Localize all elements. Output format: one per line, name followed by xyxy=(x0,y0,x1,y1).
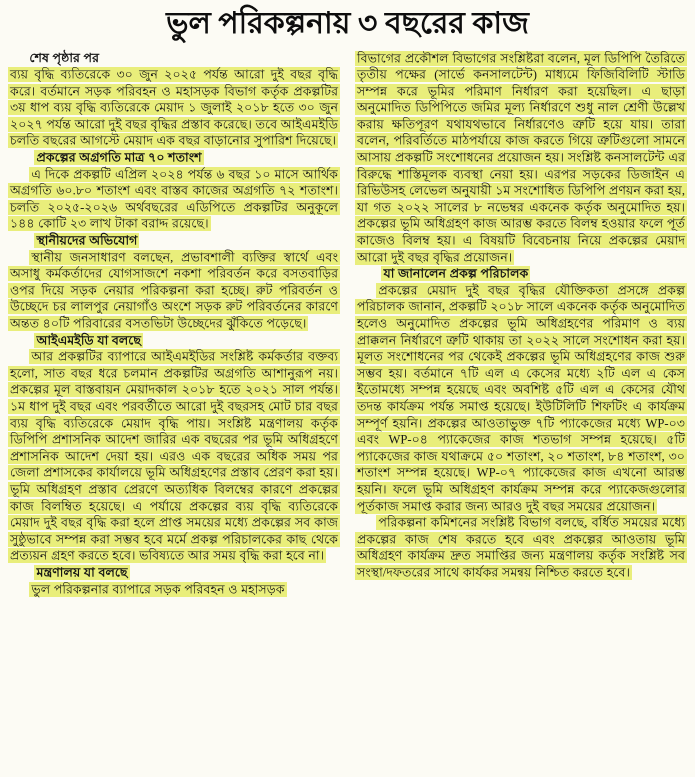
paragraph-text: পরিকল্পনা কমিশনের সংশ্লিষ্ট বিভাগ বলছে, বর্ধিত সময়ের মধ্যে প্রকল্পের কাজ শেষ করতে হবে এবং প্রকল্পের আওতায় ভূমি অধিগ্রহণ কার্যক্রম দ্রুত সমাপ্তির জন্য মন্ত্রণালয় কর্তৃক সংশ্লিষ্ট সব সংস্থা/দফতরের সাথে কার্যকর সমন্বয় নিশ্চিত করতে হবে। xyxy=(357,515,685,580)
subhead-text: প্রকল্পের অগ্রগতি মাত্র ৭০ শতাংশ xyxy=(36,150,202,165)
continuation-note-text: শেষ পৃষ্ঠার পর xyxy=(29,51,100,65)
section-subhead-locals-complaint xyxy=(8,233,340,250)
left-column xyxy=(8,50,340,598)
section-subhead-imed-says xyxy=(8,332,340,349)
paragraph-text: স্থানীয় জনসাধারণ বলছেন, প্রভাবশালী ব্যক্তির স্বার্থে এবং অসাধু কর্মকর্তাদের যোগসাজশে নকশা পরিবর্তন করে বসতবাড়ির ওপর দিয়ে সড়ক নেয়ার পরিকল্পনা করা হচ্ছে। রুট পরিবর্তন ও উচ্ছেদে চর লালপুর নেয়াগাঁও অংশে সড়ক রুট পরিবর্তনের কারণে অন্তত ৪০টি পরিবারের বসতভিটা উচ্ছেদের ঝুঁকিতে পড়েছে। xyxy=(10,250,338,331)
paragraph-text: প্রকল্পের মেয়াদ দুই বছর বৃদ্ধির যৌক্তিকতা প্রসঙ্গে প্রকল্প পরিচালক জানান, প্রকল্পটি ২০১৮ সালে একনেক কর্তৃক অনুমোদিত হলেও অনুমোদিত প্রকল্পের ভূমি অধিগ্রহণের পরিমাণ ও ব্যয় প্রাক্কলন নির্ধারণে ত্রুটি থাকায় তা ২০২২ সালে সংশোধন করা হয়। মূলত সংশোধনের পর থেকেই প্রকল্পের ভূমি অধিগ্রহণের কাজ শুরু সম্ভব হয়। বর্তমানে ৭টি এল এ কেসের মধ্যে ২টি এল এ কেস ইতোমধ্যে সম্পন্ন হয়েছে এবং অবশিষ্ট ৫টি এল এ কেসের যৌথ তদন্ত কার্যক্রম পর্যন্ত সমাপ্ত হয়েছে। ইউটিলিটি শিফটিং এ কার্যক্রম সম্পূর্ণ হয়নি। প্রকল্পের আওতাভুক্ত ৭টি প্যাকেজের মধ্যে WP-০৩ এবং WP-০৪ প্যাকেজের কাজ শতভাগ সম্পন্ন হয়েছে। ৫টি প্যাকেজের কাজ যথাক্রমে ৫০ শতাংশ, ২০ শতাংশ, ৮৪ শতাংশ, ৩০ শতাংশ সম্পন্ন হয়েছে। WP-০৭ প্যাকেজের কাজ এখনো আরম্ভ হয়নি। ফলে ভূমি অধিগ্রহণ কার্যক্রম সম্পন্ন করে প্যাকেজগুলোর পূর্তকাজ সমাপ্ত করার জন্য আরও দুই বছর সময়ের প্রয়োজন। xyxy=(357,283,685,514)
section-subhead-project-director xyxy=(355,266,687,283)
paragraph-text: বিভাগের প্রকৌশল বিভাগের সংশ্লিষ্টরা বলেন, মূল ডিপিপি তৈরিতে তৃতীয় পক্ষের (সার্ভে কনসালটেন্ট) মাধ্যমে ফিজিবিলিটি স্টাডি সম্পন্ন করে ভূমির পরিমাণ নির্ধারণ করা হয়েছিল। এ ছাড়া অনুমোদিত ডিপিপিতে জমির মূল্য নির্ধারণে শুধু নাল শ্রেণী উল্লেখ করায় ক্ষতিপূরণ যথাযথভাবে নির্ধারণেও ত্রুটি হয়ে যায়। তারা বলেন, পরিবর্তিতে মাঠপর্যায়ে কাজ করতে গিয়ে ত্রুটিগুলো সামনে আসায় প্রকল্পটি সংশোধনের প্রয়োজন হয়। সংশ্লিষ্ট কনসালটেন্ট এর বিরুদ্ধে শাস্তিমূলক ব্যবস্থা নেয়া হয়। এরপর সড়কের ডিজাইন এ রিভিউসহ লেভেল অনুযায়ী ১ম সংশোধিত ডিপিপি প্রণয়ন করা হয়, যা গত ২০২২ সালের ৮ নভেম্বর একনেক কর্তৃক অনুমোদিত হয়। প্রকল্পের ভূমি অধিগ্রহণ কাজ আরম্ভ করতে বিলম্ব হওয়ার ফলে পূর্ত কাজেও বিলম্ব হয়। এ বিষয়টি বিবেচনায় নিয়ে প্রকল্পের মেয়াদ আরো দুই বছর বৃদ্ধির প্রয়োজন। xyxy=(357,51,685,265)
paragraph-text: আর প্রকল্পটির ব্যাপারে আইএমইডির সংশ্লিষ্ট কর্মকর্তার বক্তব্য হলো, সাত বছর ধরে চলমান প্রকল্পটির অগ্রগতি আশানুরূপ নয়। প্রকল্পের মূল বাস্তবায়ন মেয়াদকাল ২০১৮ হতে ২০২১ সাল পর্যন্ত। ১ম ধাপ দুই বছর এবং পরবর্তীতে আরো দুই বছরসহ মোট চার বছর ব্যয় বৃদ্ধি ব্যতিরেকে মেয়াদ বৃদ্ধি পায়। সংশ্লিষ্ট মন্ত্রণালয় কর্তৃক ডিপিপি প্রশাসনিক আদেশ জারির এক বছরের পর ভূমি অধিগ্রহণে প্রশাসনিক আদেশ দেয়া হয়। এরও এক বছরের অধিক সময় পর জেলা প্রশাসকের কার্যালয়ে ভূমি অধিগ্রহণের প্রস্তাব প্রেরণ করা হয়। ভূমি অধিগ্রহণ প্রস্তাব প্রেরণে অত্যধিক বিলম্বের কারণে প্রকল্পের কাজ বিলম্বিত হয়েছে। এ পর্যায়ে প্রকল্পের ব্যয় বৃদ্ধি ব্যতিরেকে মেয়াদ দুই বছর বৃদ্ধি করা হলে প্রাপ্ত সময়ের মধ্যে প্রকল্পের সব কাজ সুষ্ঠুভাবে সম্পন্ন করা সম্ভব হবে মর্মে প্রকল্প পরিচালকের কাছ থেকে প্রত্যয়ন গ্রহণ করতে হবে। ভবিষ্যতে আর সময় বৃদ্ধি করা হবে না। xyxy=(10,349,338,563)
right-column xyxy=(355,50,687,581)
subhead-text: মন্ত্রণালয় যা বলছে xyxy=(36,565,128,580)
subhead-text: আইএমইডি যা বলছে xyxy=(36,333,141,348)
paragraph-text: এ দিকে প্রকল্পটি এপ্রিল ২০২৪ পর্যন্ত ৬ বছর ১০ মাসে আর্থিক অগ্রগতি ৬০.৮০ শতাংশ এবং বাস্তব কাজের অগ্রগতি ৭২ শতাংশ। চলতি ২০২৫-২০২৬ অর্থবছরের এডিপিতে প্রকল্পটির অনুকূলে ১৪৪ কোটি ২৩ লাখ টাকা বরাদ্দ রয়েছে। xyxy=(10,167,338,231)
paragraph xyxy=(8,166,340,232)
paragraph xyxy=(355,50,687,266)
continuation-note xyxy=(8,50,340,67)
subhead-text: যা জানালেন প্রকল্প পরিচালক xyxy=(383,266,529,281)
article-body xyxy=(8,50,687,598)
section-subhead-ministry-says xyxy=(8,564,340,581)
paragraph-text: ভুল পরিকল্পনার ব্যাপারে সড়ক পরিবহন ও মহাসড়ক xyxy=(31,582,285,596)
subhead-text: স্থানীয়দের অভিযোগ xyxy=(36,233,138,248)
paragraph xyxy=(8,349,340,565)
paragraph-text: ব্যয় বৃদ্ধি ব্যতিরেকে ৩০ জুন ২০২৫ পর্যন্ত আরো দুই বছর বৃদ্ধি করে। বর্তমানে সড়ক পরিবহন ও মহাসড়ক বিভাগ কর্তৃক প্রকল্পটির ৩য় ধাপ ব্যয় বৃদ্ধি ব্যতিরেকে মেয়াদ ১ জুলাই ২০১৮ হতে ৩০ জুন ২০২৭ পর্যন্ত আরো দুই বছর বৃদ্ধির প্রস্তাব করেছে। তবে আইএমইডি চলতি বছরের আগস্টে মেয়াদ এক বছর বাড়ানোর সুপারিশ দিয়েছে। xyxy=(10,67,338,148)
paragraph xyxy=(355,515,687,581)
section-subhead-progress xyxy=(8,150,340,167)
paragraph xyxy=(8,67,340,150)
article-headline: ভুল পরিকল্পনায় ৩ বছরের কাজ xyxy=(166,7,529,40)
paragraph xyxy=(8,581,340,598)
paragraph xyxy=(355,282,687,514)
paragraph xyxy=(8,249,340,332)
